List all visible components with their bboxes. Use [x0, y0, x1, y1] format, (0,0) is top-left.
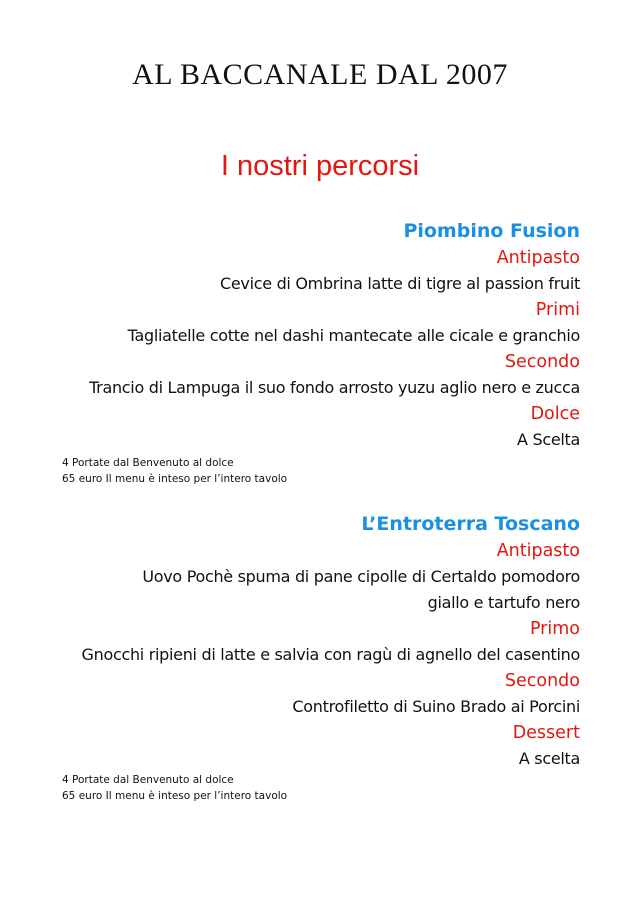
- menu-notes: [62, 772, 462, 804]
- menu-notes: [62, 455, 462, 487]
- menu-title: Piombino Fusion: [403, 220, 580, 242]
- course-label-secondo: Secondo: [504, 352, 580, 372]
- menu-piombino-fusion: [40, 217, 580, 453]
- dish-antipasto: Cevice di Ombrina latte di tigre al passion fruit: [220, 274, 580, 293]
- course-label-antipasto: Antipasto: [496, 248, 580, 268]
- course-label-dolce: Dolce: [530, 404, 580, 424]
- restaurant-title: AL BACCANALE DAL 2007: [132, 58, 508, 91]
- menu-title: L’Entroterra Toscano: [361, 513, 580, 535]
- note-portions: 4 Portate dal Benvenuto al dolce: [62, 457, 234, 469]
- dish-dolce: A Scelta: [517, 430, 580, 449]
- course-label-antipasto: Antipasto: [496, 541, 580, 561]
- dish-antipasto-continued: giallo e tartufo nero: [427, 593, 580, 612]
- dish-secondo: Trancio di Lampuga il suo fondo arrosto yuzu aglio nero e zucca: [89, 378, 580, 397]
- page-heading: I nostri percorsi: [220, 150, 420, 182]
- dish-antipasto: Uovo Pochè spuma di pane cipolle di Certaldo pomodoro: [142, 567, 580, 586]
- course-label-primi: Primi: [535, 300, 580, 320]
- note-portions: 4 Portate dal Benvenuto al dolce: [62, 774, 234, 786]
- dish-secondo: Controfiletto di Suino Brado ai Porcini: [292, 697, 580, 716]
- course-label-secondo: Secondo: [504, 671, 580, 691]
- course-label-primo: Primo: [529, 619, 580, 639]
- course-label-dessert: Dessert: [512, 723, 580, 743]
- note-price: 65 euro Il menu è inteso per l’intero tavolo: [62, 790, 288, 802]
- dish-dessert: A scelta: [518, 749, 580, 768]
- note-price: 65 euro Il menu è inteso per l’intero tavolo: [62, 473, 288, 485]
- menu-entroterra-toscano: [40, 510, 580, 772]
- dish-primo: Gnocchi ripieni di latte e salvia con ragù di agnello del casentino: [81, 645, 580, 664]
- dish-primi: Tagliatelle cotte nel dashi mantecate alle cicale e granchio: [127, 326, 580, 345]
